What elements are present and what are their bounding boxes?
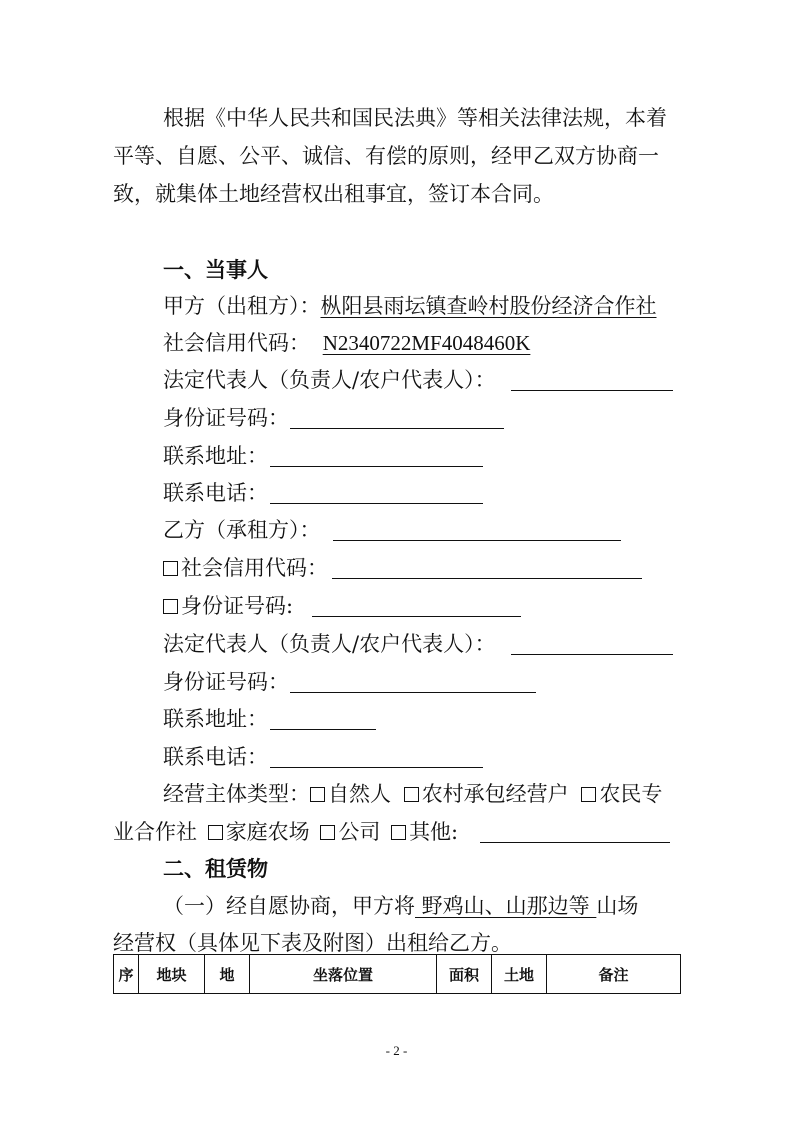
section-2-place: 野鸡山、山那边等 [415, 894, 597, 918]
entity-line2-prefix: 业合作社 [113, 820, 197, 844]
entity-type-label: 经营主体类型： [163, 782, 310, 806]
table-header-land-type: 土地 [492, 955, 547, 994]
b-legal-rep-label: 法定代表人（负责人/农户代表人）： [163, 632, 496, 656]
table-header-index: 序 [114, 955, 139, 994]
entity-option-family-farm: 家庭农场 [225, 820, 310, 844]
legal-rep-field[interactable] [511, 390, 673, 391]
id-field[interactable] [290, 428, 504, 429]
other-field[interactable] [480, 842, 670, 843]
section-2-para-line-1 [163, 894, 638, 918]
section-2-para-part-2: 山场 [596, 894, 639, 918]
table-header-remarks: 备注 [547, 955, 681, 994]
company-checkbox[interactable] [320, 825, 335, 840]
section-2-para-line-2: 经营权（具体见下表及附图）出租给乙方。 [113, 931, 512, 955]
table-header-plot: 地块 [139, 955, 205, 994]
intro-line-2: 平等、自愿、公平、诚信、有偿的原则，经甲乙双方协商一 [113, 144, 659, 168]
b-address-field[interactable] [270, 729, 376, 730]
b-id-row [163, 594, 293, 618]
legal-rep-label: 法定代表人（负责人/农户代表人）： [163, 368, 496, 392]
party-a-label: 甲方（出租方）： [163, 294, 321, 318]
b-id-checkbox[interactable] [163, 599, 178, 614]
b-phone-field[interactable] [270, 767, 483, 768]
entity-option-company: 公司 [338, 820, 381, 844]
entity-option-rural-contractor: 农村承包经营户 [421, 782, 569, 806]
b-id-field-alt[interactable] [312, 616, 521, 617]
section-2-para-part-1: （一）经自愿协商，甲方将 [163, 894, 415, 918]
entity-option-farmer-coop: 农民专 [599, 782, 663, 806]
section-1-heading: 一、当事人 [163, 258, 268, 282]
table-header-row [114, 955, 681, 994]
lease-table [113, 954, 681, 994]
b-id-label: 身份证号码： [163, 670, 289, 694]
phone-field[interactable] [270, 503, 483, 504]
natural-person-checkbox[interactable] [310, 787, 325, 802]
table-header-area: 面积 [437, 955, 492, 994]
b-id-label-alt: 身份证号码: [181, 594, 294, 618]
table-header-location: 坐落位置 [250, 955, 437, 994]
intro-line-1: 根据《中华人民共和国民法典》等相关法律法规，本着 [163, 106, 667, 130]
party-a-value: 枞阳县雨坛镇查岭村股份经济合作社 [320, 294, 657, 318]
b-phone-label: 联系电话： [163, 745, 268, 769]
farmer-coop-checkbox[interactable] [581, 787, 596, 802]
party-b-field[interactable] [333, 540, 621, 541]
b-credit-code-checkbox[interactable] [163, 561, 178, 576]
b-credit-code-field[interactable] [332, 578, 642, 579]
id-label: 身份证号码： [163, 406, 289, 430]
address-field[interactable] [270, 466, 483, 467]
address-label: 联系地址： [163, 444, 268, 468]
credit-code-value: N2340722MF4048460K [322, 331, 531, 355]
table-header-land: 地 [205, 955, 250, 994]
credit-code-row [163, 331, 530, 355]
section-2-heading: 二、租赁物 [163, 857, 268, 881]
b-legal-rep-field[interactable] [511, 654, 673, 655]
entity-type-row [163, 782, 662, 806]
b-address-label: 联系地址： [163, 707, 268, 731]
b-credit-code-label: 社会信用代码： [181, 556, 328, 580]
page-number: - 2 - [385, 1043, 408, 1058]
rural-contractor-checkbox[interactable] [404, 787, 419, 802]
intro-line-3: 致，就集体土地经营权出租事宜，签订本合同。 [113, 182, 554, 206]
party-b-label: 乙方（承租方）： [163, 518, 321, 542]
b-id-field[interactable] [290, 692, 536, 693]
credit-code-label: 社会信用代码： [163, 331, 310, 355]
entity-option-natural-person: 自然人 [328, 782, 391, 806]
entity-type-row-2 [113, 820, 458, 844]
family-farm-checkbox[interactable] [208, 825, 223, 840]
b-credit-code-row [163, 556, 328, 580]
other-checkbox[interactable] [391, 825, 406, 840]
entity-option-other: 其他: [409, 820, 459, 844]
party-a-row [163, 294, 657, 318]
phone-label: 联系电话： [163, 481, 268, 505]
